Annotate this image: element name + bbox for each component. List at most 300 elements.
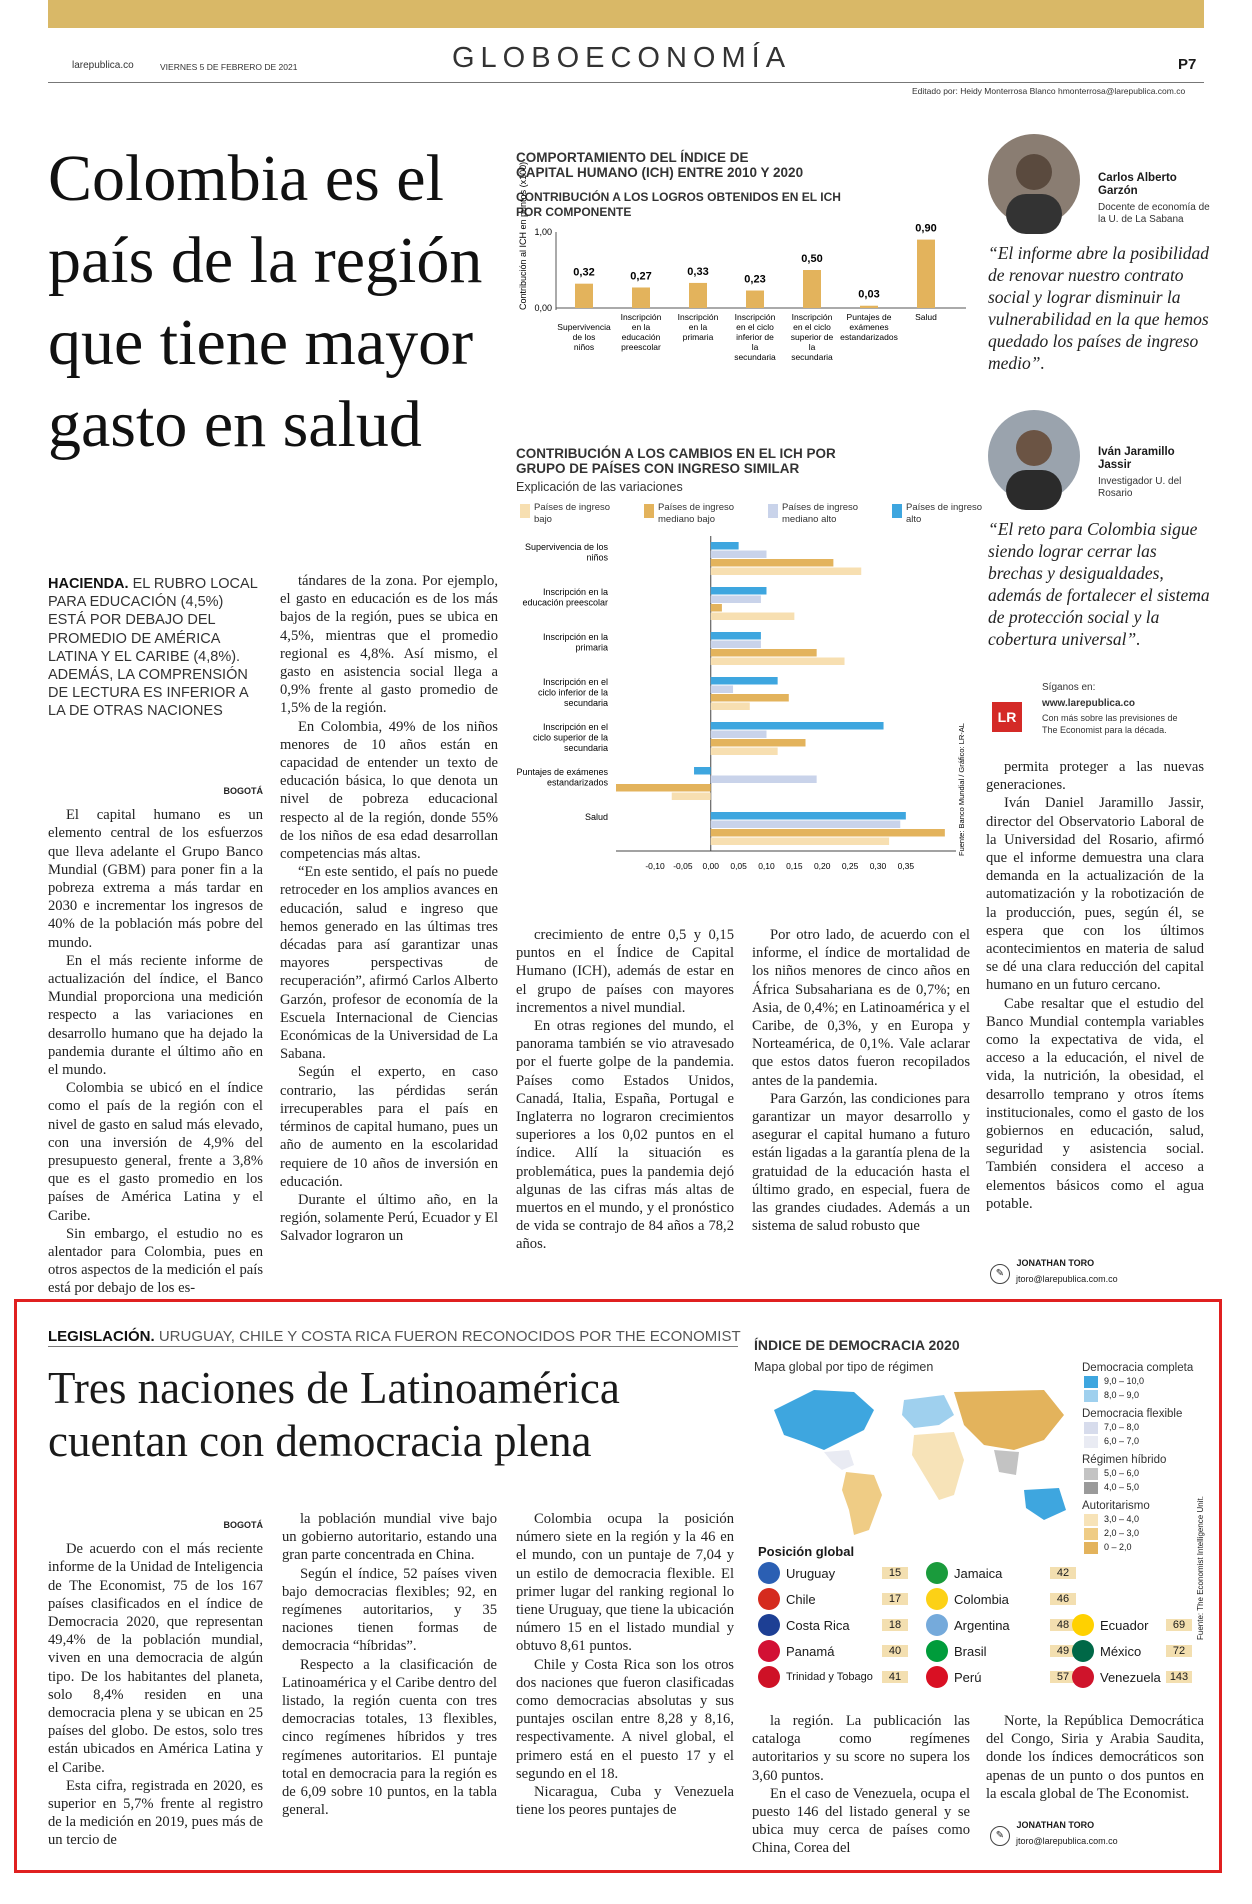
legend-item [1084,1514,1207,1526]
x-tick-label: 0,35 [897,861,915,871]
legend-swatch [644,504,654,518]
bar [711,551,767,559]
author-icon: ✎ [990,1264,1010,1284]
category-label: ciclo inferior de la [537,687,608,698]
ranking-row [926,1612,1076,1638]
header-rule [48,82,1204,83]
article-column-2 [280,572,498,1246]
map-africa [912,1432,964,1500]
flag-icon [1072,1614,1094,1636]
bar [711,694,789,702]
legend-label: 6,0 – 7,0 [1104,1436,1140,1447]
person1-role: Docente de economía de la U. de La Sabana [1098,202,1210,225]
kicker-rule [48,1346,738,1347]
bar [746,291,764,308]
flag-icon [926,1640,948,1662]
paragraph: En otras regiones del mundo, el panorama también se vio atravesado por el fuerte golpe de la pandemia. Países como Estados Unidos, Canadá, Italia, España, Portugal e Inglaterra no lograron crecimientos superiores a los 0,02 puntos en el índice. Allí la situación es problemática, pues la pandemia dejó algunas de las cifras más altas de muertos en el mundo, y el pronóstico de vida se contrajo de 84 años a 78,2 años. [516,1018,734,1253]
bar [711,829,945,837]
country-name: Ecuador [1100,1617,1149,1633]
category-label: Inscripción en el [542,722,608,732]
flag-icon [758,1666,780,1688]
column-text [516,926,734,1254]
y-tick-label: 1,00 [534,227,552,237]
x-tick-label: 0,15 [786,861,803,871]
column-text [280,572,498,1246]
kicker-text: URUGUAY, CHILE Y COSTA RICA FUERON RECONOCIDOS POR THE ECONOMIST [158,1328,741,1345]
legend-label: 8,0 – 9,0 [1104,1390,1140,1401]
paragraph: En Colombia, 49% de los niños menores de 10 años están en capacidad de entender un texto de educación básica, lo que denota un nivel de pobreza educacional respecto al de la región, donde 55% de los niños de esa edad desarrollan competencias más altas. [280,718,498,863]
follow-text: Con más sobre las previsiones de The Economist para la década. [1042,713,1178,735]
legend-label: Países de ingreso [534,502,611,513]
ranking-row [1072,1638,1192,1664]
paragraph: Durante el último año, en la región, solamente Perú, Ecuador y El Salvador lograron un [280,1191,498,1245]
paragraph: tándares de la zona. Por ejemplo, el gasto en educación es de los más bajos de la región, pues se ubica en 4,5%, mientras que el promedio regional es 4,8%. Así mismo, el gasto en asistencia social llega a 0,9% frente al gasto promedio de 1,5% de la región. [280,573,498,717]
legend-swatch [768,504,778,518]
category-label: Supervivencia de los [524,542,608,552]
legend-swatch [1084,1436,1098,1448]
flag-icon [926,1614,948,1636]
legend-swatch [520,504,530,518]
chart1-title: COMPORTAMIENTO DEL ÍNDICE DE CAPITAL HUMANO (ICH) ENTRE 2010 Y 2020 [516,150,804,180]
legend-item [1084,1390,1207,1402]
map-europe [902,1395,954,1428]
rank-value: 48 [1050,1619,1076,1631]
bar [616,784,711,792]
bar [711,542,739,550]
category-label: en la [631,322,651,332]
category-label: Supervivencia [557,322,611,332]
category-label: inferior de [736,332,774,342]
map-south-asia [994,1450,1019,1475]
legend-label: bajo [534,514,552,525]
byline-name: JONATHAN TORO [1016,1820,1095,1830]
article-column-1 [48,782,263,1298]
ranking-row [758,1586,908,1612]
legend-swatch [1084,1482,1098,1494]
legend-swatch [1084,1390,1098,1402]
legend-item [1084,1436,1207,1448]
ranking-column [758,1560,908,1690]
category-label: secundaria [734,352,776,362]
byline-email: jtoro@larepublica.com.co [1016,1274,1118,1284]
flag-icon [926,1666,948,1688]
category-label: la [751,342,759,352]
site-name: larepublica.co [72,60,134,71]
rank-value: 72 [1166,1645,1192,1657]
x-tick-label: -0,05 [673,861,693,871]
bar [711,739,806,747]
x-tick-label: 0,25 [841,861,859,871]
category-label: secundaria [791,352,833,362]
category-label: en el ciclo [793,322,831,332]
legend-label: mediano alto [782,514,837,525]
flag-icon [758,1614,780,1636]
section-title: GLOBOECONOMÍA [452,42,792,74]
data-label: 0,03 [858,288,880,301]
legend-label: 9,0 – 10,0 [1104,1376,1145,1387]
lead-kicker: HACIENDA. [48,576,129,592]
article-lead [48,575,263,721]
rank-value: 17 [882,1593,908,1605]
bar [711,613,795,621]
legend-item [1084,1422,1207,1434]
map-central-america [824,1450,854,1470]
paragraph: Esta cifra, registrada en 2020, es superior en 5,7% frente al registro de la medición en 2019, pues más de un tercio de [48,1777,263,1849]
chart2-subtitle: Explicación de las variaciones [516,480,683,494]
x-tick-label: -0,10 [645,861,665,871]
category-label: Inscripción [734,312,776,322]
data-label: 0,50 [801,253,823,265]
article-column-5 [986,758,1204,1213]
paragraph: El capital humano es un elemento central de los esfuerzos que lleva adelante el Grupo Banco Mundial (GBM) para poner fin a la pobreza extrema a más tardar en 2030 e incrementar los ingresos de 40% de la población más pobre del mundo. [48,807,263,951]
x-tick-label: 0,10 [758,861,775,871]
paragraph: Chile y Costa Rica son los otros dos naciones que fueron clasificadas como democracias absolutas y sus puntajes oscilan entre 8,28 y 8,16, respectivamente. A nivel global, el primero está en el puesto 17 y el segundo en el 18. [516,1656,734,1782]
data-label: 0,90 [915,222,937,235]
data-label: 0,23 [744,273,766,286]
dateline: BOGOTÁ [223,786,263,796]
legend-group-title: Autoritarismo [1082,1500,1150,1512]
category-label: en el ciclo [736,322,774,332]
democracy-legend [1082,1356,1207,1554]
follow-label: Síganos en: [1042,682,1096,693]
person2-name: Iván Jaramillo Jassir [1098,446,1175,471]
category-label: educación preescolar [522,597,608,608]
bar [711,632,761,640]
legend-label: mediano bajo [658,514,716,525]
country-name: Argentina [954,1617,1010,1633]
ranking-row [926,1560,1076,1586]
lead-text: EL RUBRO LOCAL PARA EDUCACIÓN (4,5%) ESTÁ POR DEBAJO DEL PROMEDIO DE AMÉRICA LATINA Y EL CARIBE (4,8%). ADEMÁS, LA COMPRENSIÓN DE LECTURA ES INFERIOR A LA DE OTRAS NACIONES [48,576,258,720]
category-label: Inscripción [620,312,662,322]
category-label: superior de [790,332,834,342]
category-label: exámenes [849,322,889,332]
bar [803,270,821,308]
column-text [48,806,263,1297]
flag-icon [758,1640,780,1662]
category-label: Inscripción en la [542,587,608,597]
country-name: Venezuela [1100,1669,1161,1685]
paragraph: Por otro lado, de acuerdo con el informe, el índice de mortalidad de los niños menores de cinco años en África Subsahariana es de 0,7%; en Asia, de 0,4%; en Latinoamérica y el Caribe, de 0,3%, y en Europa y Norteamérica, de 0,1%. Vale aclarar que estos datos fueron recopilados antes de la pandemia. [752,927,970,1089]
bar [711,703,750,711]
article2-column-5 [986,1712,1204,1803]
legend-label: Países de ingreso [658,502,735,513]
rank-value: 69 [1166,1619,1192,1631]
paragraph: Norte, la República Democrática del Congo, Siria y Arabia Saudita, donde los índices democráticos son apenas de un punto o dos puntos en la escala global de The Economist. [986,1713,1204,1802]
column-text [752,1712,970,1858]
democracy-source: Fuente: The Economist Intelligence Unit. [1196,1496,1205,1640]
bar [711,596,761,604]
flag-icon [926,1562,948,1584]
category-label: niños [573,342,595,352]
article2-column-4 [752,1712,970,1858]
category-label: ciclo superior de la [532,732,608,743]
bar [711,776,817,784]
paragraph: la región. La publicación las cataloga como regímenes autoritarios y su score no supera los 3,60 puntos. [752,1713,970,1784]
map-south-america [842,1472,882,1535]
ranking-title: Posición global [758,1544,855,1559]
paragraph: Colombia ocupa la posición número siete en la región y la 46 en el mundo, con un puntaje de 7,04 y un estilo de democracia flexible. El primer lugar del ranking regional lo tiene Uruguay, que tiene la ubicación número 15 en el listado mundial y obtuvo 8,61 puntos. [516,1511,734,1655]
ranking-column [926,1560,1076,1690]
paragraph: crecimiento de entre 0,5 y 0,15 puntos en el Índice de Capital Humano (ICH), además de estar en el grupo de países con mayores incrementos a nivel mundial. [516,927,734,1016]
legend-item [1084,1542,1207,1554]
ranking-row [758,1560,908,1586]
person1-name: Carlos Alberto Garzón [1098,172,1177,197]
map-oceania [1024,1488,1066,1520]
category-label: Inscripción [791,312,833,322]
byline-name: JONATHAN TORO [1016,1258,1095,1268]
flag-icon [926,1588,948,1610]
democracy-title: ÍNDICE DE DEMOCRACIA 2020 [754,1337,960,1353]
bar [711,677,778,685]
rank-value: 18 [882,1619,908,1631]
paragraph: Respecto a la clasificación de Latinoamérica y el Caribe dentro del listado, la región cuenta con tres democracias totales, 13 flexibles, cinco regímenes híbridos y tres regímenes autoritarios. El puntaje total en democracia para la región es de 6,09 sobre 10 puntos, en la tabla general. [282,1656,497,1819]
legend-label: 2,0 – 3,0 [1104,1528,1140,1539]
column-text [752,926,970,1235]
legend-swatch [1084,1542,1098,1554]
bar [711,722,884,730]
category-label: Salud [584,812,608,822]
y-axis-label: Contribución al ICH en puntos (x100) [518,161,528,310]
bar [711,686,733,694]
map-asia [954,1390,1064,1450]
data-label: 0,33 [687,265,709,278]
article2-column-1 [48,1516,263,1850]
chart2-bar-chart [516,496,983,906]
bar [711,604,722,612]
legend-group-title: Democracia completa [1082,1362,1194,1374]
rank-value: 57 [1050,1671,1076,1683]
editor-credit: Editado por: Heidy Monterrosa Blanco hmonterrosa@larepublica.com.co [912,86,1186,96]
x-tick-label: 0,05 [730,861,747,871]
bar [711,821,901,829]
category-label: Inscripción [677,312,719,322]
lr-logo: LR [992,702,1022,732]
legend-group-title: Régimen híbrido [1082,1454,1167,1466]
paragraph: Para Garzón, las condiciones para garantizar un mayor desarrollo y asegurar el capital humano a futuro están ligadas a la garantía plena de la gratuidad de la educación hasta el último grado, en especial, fuera de las grandes ciudades. Además a un sistema de salud robusto que [752,1090,970,1235]
category-label: preescolar [621,342,661,352]
category-label: Salud [915,312,937,322]
rank-value: 15 [882,1567,908,1579]
category-label: estandarizados [546,777,608,788]
ranking-column [1072,1612,1192,1690]
legend-item [1084,1528,1207,1540]
country-name: México [1100,1643,1142,1659]
page-number: P7 [1178,56,1197,73]
article2-column-2 [282,1510,497,1819]
bar [711,587,767,595]
country-name: Perú [954,1669,982,1685]
world-map [754,1380,1084,1546]
data-label: 0,27 [630,270,652,283]
paragraph: la población mundial vive bajo un gobierno autoritario, estando una gran parte concentrada en China. [282,1511,497,1564]
bar [689,283,707,308]
category-label: niños [586,552,608,563]
x-tick-label: 0,20 [813,861,831,871]
legend-swatch [1084,1376,1098,1388]
legend-label: 5,0 – 6,0 [1104,1468,1140,1479]
bar [632,287,650,308]
bar [711,812,906,820]
column-text [516,1510,734,1819]
article-column-4 [752,926,970,1235]
rank-value: 41 [882,1671,908,1683]
legend-swatch [1084,1422,1098,1434]
paragraph: En el caso de Venezuela, ocupa el puesto 146 del listado general y se ubica muy cerca de países como China, Corea del [752,1785,970,1857]
chart1-subtitle: CONTRIBUCIÓN A LOS LOGROS OBTENIDOS EN EL ICH POR COMPONENTE [516,190,841,219]
legend-label: 3,0 – 4,0 [1104,1514,1140,1525]
rank-value: 143 [1166,1671,1192,1683]
country-name: Uruguay [786,1565,836,1581]
bar [711,568,861,576]
category-label: de los [572,332,596,342]
legend-label: 7,0 – 8,0 [1104,1422,1140,1433]
category-label: la [808,342,816,352]
paragraph: Cabe resaltar que el estudio del Banco Mundial contempla variables como la expectativa de vida, el acceso a la educación, el nivel de vida, la nutrición, la obesidad, el desarrollo temprano y otros ítems institucionales, como el gasto de los gobiernos en educación, salud, seguridad y asistencia social. También considera el acceso a elementos básicos como el agua potable. [986,995,1204,1212]
ranking-row [758,1664,908,1690]
ranking-table [758,1560,1198,1690]
ranking-row [926,1586,1076,1612]
bar [575,284,593,308]
follow-site[interactable]: www.larepublica.co [1042,698,1135,709]
quote-garzon: “El informe abre la posibilidad de renovar nuestro contrato social y lograr disminuir la vulnerabilidad en la que hemos quedado los países de ingreso medio”. [988,243,1210,373]
country-name: Brasil [954,1643,987,1659]
person-icon [988,410,1080,502]
country-name: Chile [786,1591,816,1607]
flag-icon [758,1562,780,1584]
bar [711,559,834,567]
avatar-jaramillo [988,410,1080,502]
paragraph: Según el experto, en caso contrario, las pérdidas serán irrecuperables para el país en términos de capital humano, pues un año de aumento en la escolaridad requiere de 10 años de inversión en educación. [280,1064,498,1190]
legend-swatch [1084,1528,1098,1540]
category-label: en la [688,322,708,332]
ranking-row [926,1638,1076,1664]
dateline: BOGOTÁ [223,1520,263,1530]
chart2-title: CONTRIBUCIÓN A LOS CAMBIOS EN EL ICH POR GRUPO DE PAÍSES CON INGRESO SIMILAR [516,446,836,476]
country-name: Colombia [954,1591,1009,1607]
category-label: educación [621,332,661,342]
person-icon [988,134,1080,226]
ranking-row [1072,1664,1192,1690]
top-color-bar [48,0,1204,28]
avatar-garzon [988,134,1080,226]
legend-swatch [1084,1514,1098,1526]
legend-swatch [892,504,902,518]
issue-date: VIERNES 5 DE FEBRERO DE 2021 [160,62,298,72]
country-name: Trinidad y Tobago [786,1671,873,1683]
rank-value: 46 [1050,1593,1076,1605]
legend-item [1084,1482,1207,1494]
bar [860,306,878,308]
category-label: primaria [575,642,608,653]
category-label: Inscripción en la [542,632,608,642]
category-label: estandarizados [840,332,898,342]
flag-icon [758,1588,780,1610]
category-label: secundaria [563,743,608,753]
legend-label: 4,0 – 5,0 [1104,1482,1140,1493]
rank-value: 40 [882,1645,908,1657]
bar [711,731,767,739]
byline-email: jtoro@larepublica.com.co [1016,1836,1118,1846]
article2-column-3 [516,1510,734,1819]
column-text [48,1540,263,1849]
chart-source: Fuente: Banco Mundial / Gráfico: LR-AL [957,723,966,856]
legend-item [1084,1376,1207,1388]
ranking-row [758,1612,908,1638]
flag-icon [1072,1666,1094,1688]
category-label: Puntajes de [846,312,892,322]
byline [990,1258,1118,1294]
bar [672,793,711,801]
article-column-3 [516,926,734,1254]
column-text [986,758,1204,1213]
column-text [986,1712,1204,1803]
x-tick-label: 0,30 [869,861,887,871]
category-label: primaria [682,332,714,342]
quote-jaramillo: “El reto para Colombia sigue siendo lograr cerrar las brechas y desigualdades, además de fortalecer el sistema de protección social y la cobertura universal”. [988,519,1210,649]
legend-label: 0 – 2,0 [1104,1542,1132,1553]
ranking-row [1072,1612,1192,1638]
ranking-row [926,1664,1076,1690]
paragraph: De acuerdo con el más reciente informe de la Unidad de Inteligencia de The Economist, 75 de los 167 países clasificados en el índice de Democracia 2020, que representan 49,4% de la población mundial, viven en una democracia de algún tipo. De los habitantes del planeta, solo 8,4% residen en una democracia plena y se ubican en 25 países del globo. De estos, solo tres están ubicados en América Latina y el Caribe. [48,1541,263,1776]
bar [711,641,761,649]
bar [694,767,711,775]
paragraph: En el más reciente informe de actualización del índice, el Banco Mundial proporciona una medición respecto a las variaciones en desarrollo humano que ha dejado la pandemia durante el último año en el mundo. [48,952,263,1079]
x-tick-label: 0,00 [702,861,720,871]
category-label: Puntajes de exámenes [516,767,608,777]
rank-value: 49 [1050,1645,1076,1657]
paragraph: permita proteger a las nuevas generaciones. [986,759,1204,794]
country-name: Costa Rica [786,1617,850,1633]
category-label: secundaria [563,698,608,708]
y-tick-label: 0,00 [534,303,552,313]
legend-label: Países de ingreso [782,502,859,513]
bar [711,748,778,756]
byline2 [990,1820,1118,1856]
article2-headline: Tres naciones de Latinoamérica cuentan con democracia plena [48,1363,620,1466]
article2-kicker [48,1328,741,1345]
kicker-label: LEGISLACIÓN. [48,1328,155,1345]
column-text [282,1510,497,1819]
country-name: Panamá [786,1643,835,1659]
person2-role: Investigador U. del Rosario [1098,476,1182,499]
author-icon: ✎ [990,1826,1010,1846]
map-north-america [774,1390,874,1450]
flag-icon [1072,1640,1094,1662]
country-name: Jamaica [954,1565,1003,1581]
legend-item [1084,1468,1207,1480]
paragraph: Sin embargo, el estudio no es alentador para Colombia, pues en otros aspectos de la medición el país está por debajo de los es- [48,1225,263,1297]
paragraph: Según el índice, 52 países viven bajo democracias flexibles; 92, en regímenes autoritarios, y 35 naciones tienen formas de democracia “híbridas”. [282,1565,497,1655]
legend-group-title: Democracia flexible [1082,1408,1183,1420]
paragraph: Iván Daniel Jaramillo Jassir, director del Observatorio Laboral de la Universidad del Rosario, afirmó que el informe demuestra una clara demanda en la actualización de la automatización y la robotización de la producción, pues, según él, se espera que con los últimos acontecimientos en materia de salud se dé una clara reducción del capital humano en un futuro cercano. [986,795,1204,994]
bar [711,658,845,666]
article-headline: Colombia es el país de la región que tiene mayor gasto en salud [48,142,483,461]
legend-swatch [1084,1468,1098,1480]
bar [711,838,889,846]
bar [711,649,817,657]
ranking-row [758,1638,908,1664]
paragraph: Nicaragua, Cuba y Venezuela tiene los peores puntajes de [516,1784,734,1819]
data-label: 0,32 [573,266,595,279]
category-label: Inscripción en el [542,677,608,687]
legend-label: alto [906,514,922,525]
rank-value: 42 [1050,1567,1076,1579]
legend-label: Países de ingreso [906,502,983,513]
paragraph: “En este sentido, el país no puede retroceder en los amplios avances en educación, salud e ingreso que hemos generado en las últimas tres décadas para así garantizar unas mayores perspectivas de recuperación”, afirmó Carlos Alberto Garzón, profesor de economía de la Escuela Internacional de Ciencias Económicas de la Universidad de La Sabana. [280,864,498,1063]
paragraph: Colombia se ubicó en el índice como el país de la región con el nivel de gasto en salud más elevado, con una inversión de 4,9% del presupuesto general, frente a 3,8% que es el gasto promedio en los países de América Latina y el Caribe. [48,1080,263,1224]
democracy-subtitle: Mapa global por tipo de régimen [754,1360,934,1374]
bar [917,240,935,308]
